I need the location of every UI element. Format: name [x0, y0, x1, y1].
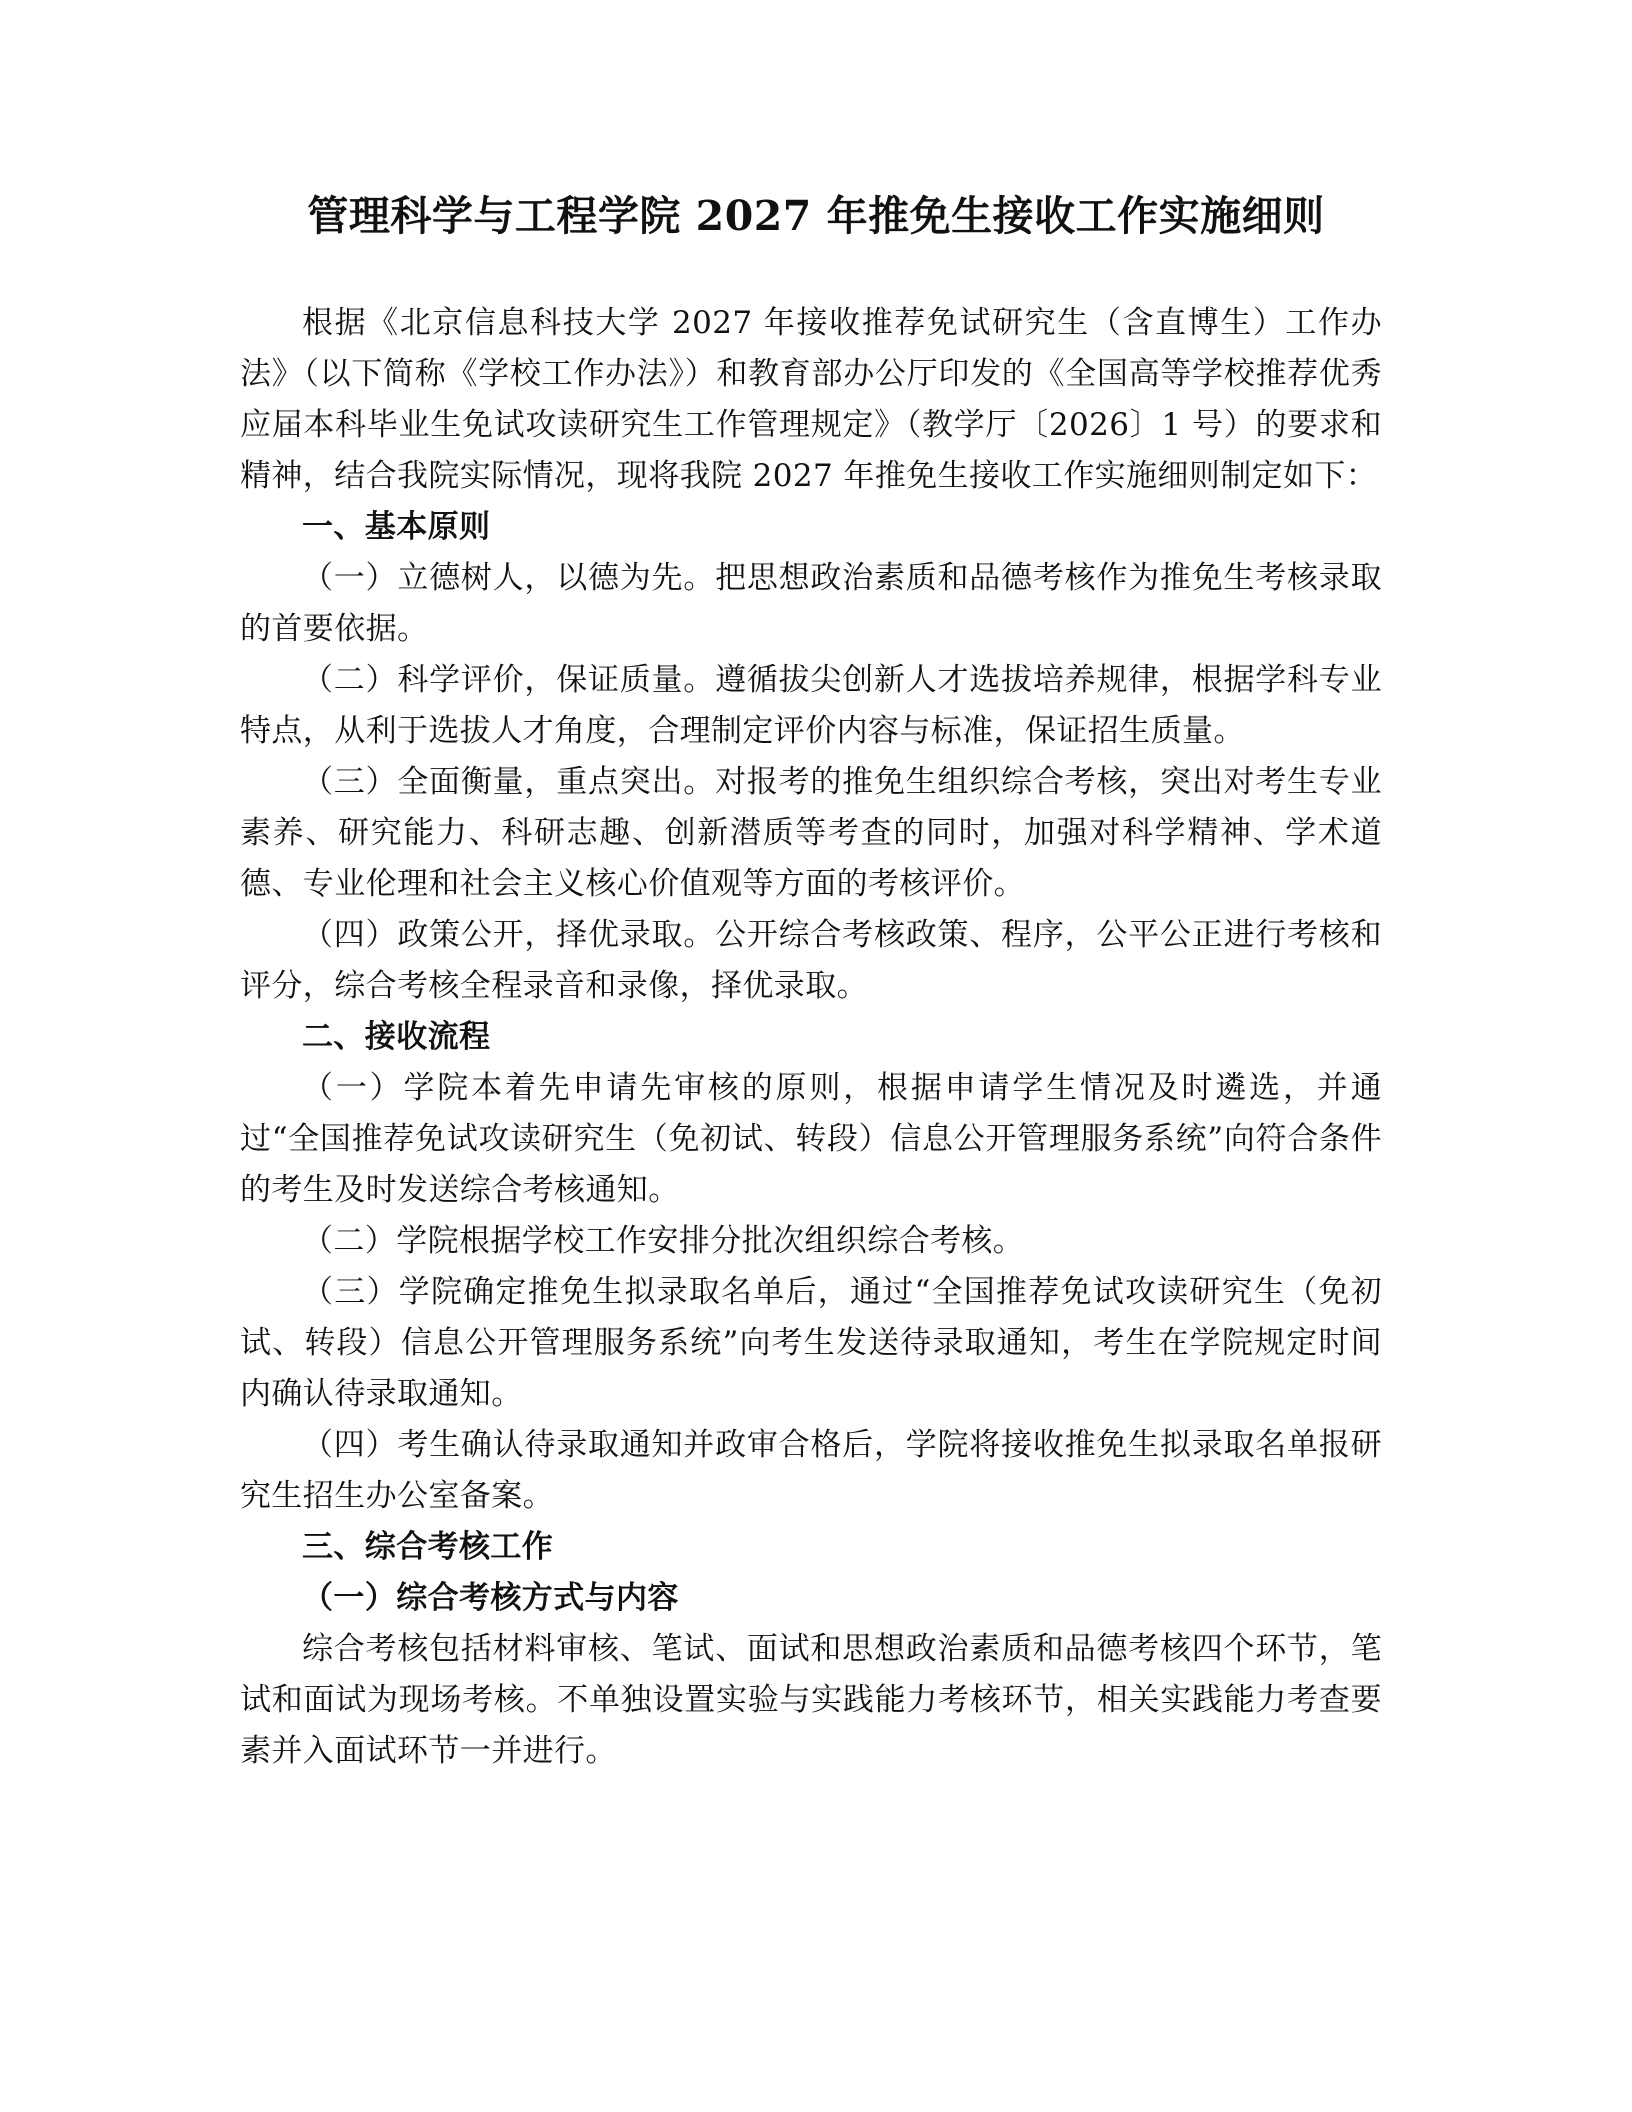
- paragraph: （三）全面衡量，重点突出。对报考的推免生组织综合考核，突出对考生专业素养、研究能力、科研志趣、创新潜质等考查的同时，加强对科学精神、学术道德、专业伦理和社会主义核心价值观等方面的考核评价。: [240, 764, 1382, 902]
- paragraph: （二）学院根据学校工作安排分批次组织综合考核。: [302, 1223, 1025, 1259]
- section-admission-process: [240, 1012, 1382, 1522]
- section-heading: 三、综合考核工作: [302, 1529, 554, 1565]
- paragraph: （四）考生确认待录取通知并政审合格后，学院将接收推免生拟录取名单报研究生招生办公室备案。: [240, 1427, 1382, 1514]
- section-heading: 一、基本原则: [302, 509, 491, 545]
- subsection-heading: （一）综合考核方式与内容: [302, 1580, 679, 1616]
- document-body: [240, 298, 1382, 1777]
- section-comprehensive-assessment: [240, 1522, 1382, 1777]
- paragraph: 综合考核包括材料审核、笔试、面试和思想政治素质和品德考核四个环节，笔试和面试为现场考核。不单独设置实验与实践能力考核环节，相关实践能力考查要素并入面试环节一并进行。: [240, 1631, 1382, 1769]
- document-title: 管理科学与工程学院 2027 年推免生接收工作实施细则: [307, 192, 1325, 240]
- paragraph: （四）政策公开，择优录取。公开综合考核政策、程序，公平公正进行考核和评分，综合考核全程录音和录像，择优录取。: [240, 917, 1382, 1004]
- paragraph: （三）学院确定推免生拟录取名单后，通过“全国推荐免试攻读研究生（免初试、转段）信息公开管理服务系统”向考生发送待录取通知，考生在学院规定时间内确认待录取通知。: [240, 1274, 1382, 1412]
- section-basic-principles: [240, 502, 1382, 1012]
- paragraph: （一）学院本着先申请先审核的原则，根据申请学生情况及时遴选，并通过“全国推荐免试攻读研究生（免初试、转段）信息公开管理服务系统”向符合条件的考生及时发送综合考核通知。: [240, 1070, 1382, 1208]
- section-heading: 二、接收流程: [302, 1019, 491, 1055]
- intro-paragraph: 根据《北京信息科技大学 2027 年接收推荐免试研究生（含直博生）工作办法》（以下简称《学校工作办法》）和教育部办公厅印发的《全国高等学校推荐优秀应届本科毕业生免试攻读研究生工作管理规定》（教学厅〔2026〕1 号）的要求和精神，结合我院实际情况，现将我院 2027 年推免生接收工作实施细则制定如下：: [240, 305, 1382, 494]
- paragraph: （一）立德树人，以德为先。把思想政治素质和品德考核作为推免生考核录取的首要依据。: [240, 560, 1382, 647]
- paragraph: （二）科学评价，保证质量。遵循拔尖创新人才选拔培养规律，根据学科专业特点，从利于选拔人才角度，合理制定评价内容与标准，保证招生质量。: [240, 662, 1382, 749]
